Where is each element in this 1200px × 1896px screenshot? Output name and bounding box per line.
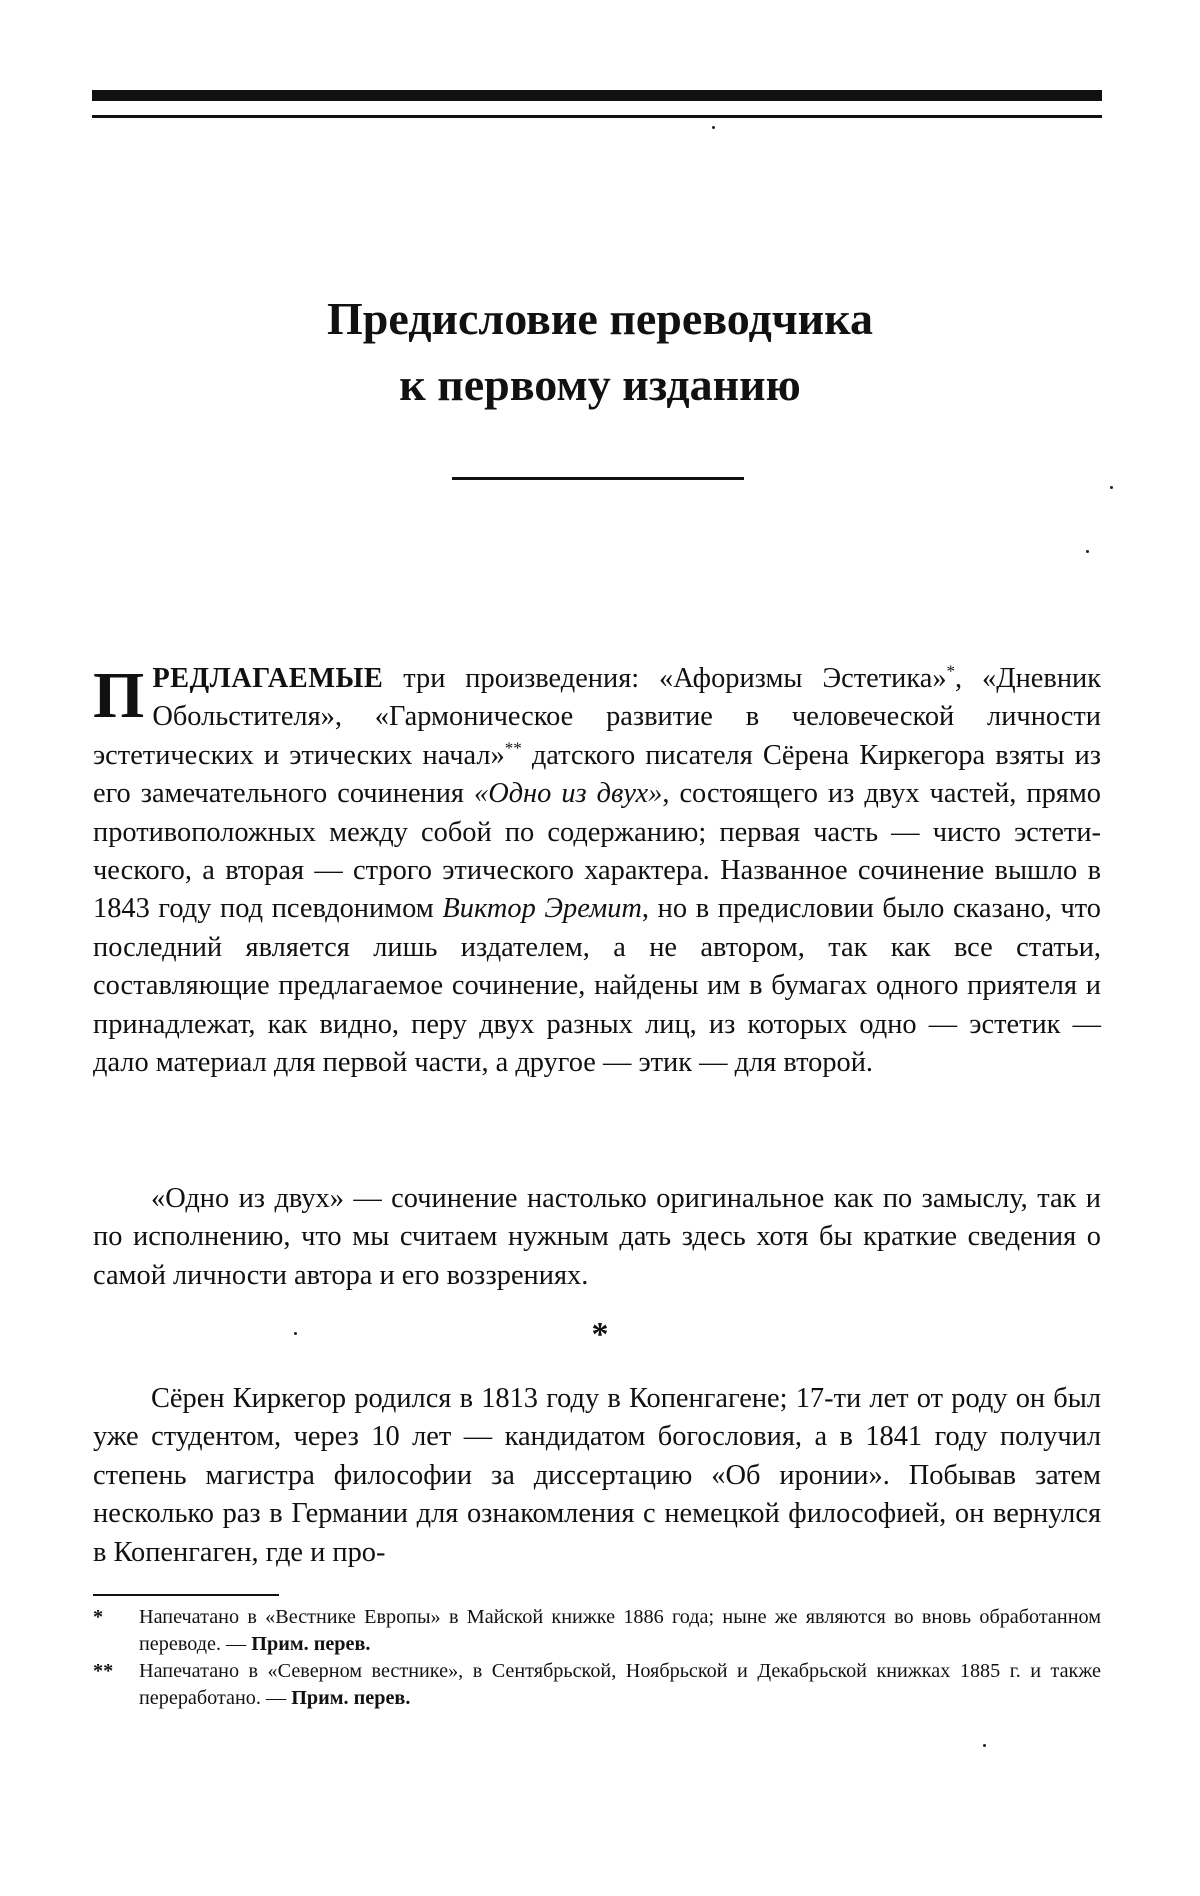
intro-text-d: , состоящего из двух частей, прямо противополож­ных между собой по содержанию; первая часть — чисто эстети­ческого, а вторая — строго этического характера. Названное со­чинение вышло в 1843 году под псевдонимом [93,778,1101,924]
intro-text-e: , но в предисловии было сказано, что последний является лишь изда­телем, а не автором, так как все статьи, составляющие предлага­емое сочинение, найдены им в бумагах одного приятеля и при­надлежат, как видно, перу двух разных лиц, из которых одно — эстетик — дало материал для первой части, а другое — этик — для второй. [93,893,1101,1078]
scan-speck [294,1332,297,1335]
paragraph-second: «Одно из двух» — сочинение настолько оригинальное как по за­мыслу, так и по исполнению, что мы считаем нужным дать здесь хо­тя бы краткие сведения о самой личности автора и его воззрениях. [93,1180,1101,1295]
paragraph-intro [93,660,1101,1082]
scan-speck [983,1744,986,1747]
title-divider [452,477,744,480]
footnote-mark-1: * [93,1604,139,1631]
pseudonym: Виктор Эремит [442,893,642,924]
section-asterism: * [0,1316,1200,1354]
footnotes [93,1604,1101,1712]
book-page [0,0,1200,1896]
intro-text-b: , «Дневник Обольстителя», «Гармоническое развитие в челове­ческой личности эстетических и этических начал» [93,663,1101,771]
footnote-1 [93,1604,1101,1658]
chapter-title [150,286,1050,418]
paragraph-biography: Сёрен Киркегор родился в 1813 году в Копенгагене; 17-ти лет от роду он был уже студентом, через 10 лет — кандидатом богословия, а в 1841 году получил степень магистра философии за диссертацию «Об иронии». Побывав затем несколько раз в Германии для ознаком­ления с немецкой философией, он вернулся в Копенгаген, где и про- [93,1380,1101,1572]
footnote-2 [93,1658,1101,1712]
footnote-mark-2: ** [93,1658,139,1685]
chapter-title-line-1: Предисловие переводчика [150,286,1050,352]
footnote-ref-2: ** [505,738,522,757]
work-title: «Одно из двух» [474,778,662,809]
intro-text-c: датского пи­сателя Сёрена Киркегора взяты из его замечательного сочинения [93,740,1101,809]
footnote-ref-1: * [947,662,956,681]
footnote-text-1 [139,1604,1101,1658]
footnote-note-2: Прим. перев. [291,1687,410,1709]
footnote-body-1: Напечатано в «Вестнике Европы» в Майской книжке 1886 года; ныне же являют­ся во вновь обработанном переводе. — [139,1606,1101,1655]
footnote-text-2 [139,1658,1101,1712]
scan-speck [1110,486,1113,489]
scan-speck [1086,550,1089,553]
footnote-note-1: Прим. перев. [251,1633,370,1655]
header-rule-thin [92,115,1102,118]
header-rule-thick [92,90,1102,101]
chapter-title-line-2: к первому изданию [150,352,1050,418]
intro-text-a: три произведения: «Афоризмы Эстетика» [383,663,946,694]
footnote-rule [93,1594,279,1596]
lead-in-word: РЕДЛАГАЕМЫЕ [152,663,383,694]
scan-speck [712,126,715,129]
footnote-body-2: Напечатано в «Северном вестнике», в Сентябрьской, Ноябрьской и Декабрьской книжках 1885 г. и также переработано. — [139,1660,1101,1709]
drop-cap: П [93,666,144,726]
